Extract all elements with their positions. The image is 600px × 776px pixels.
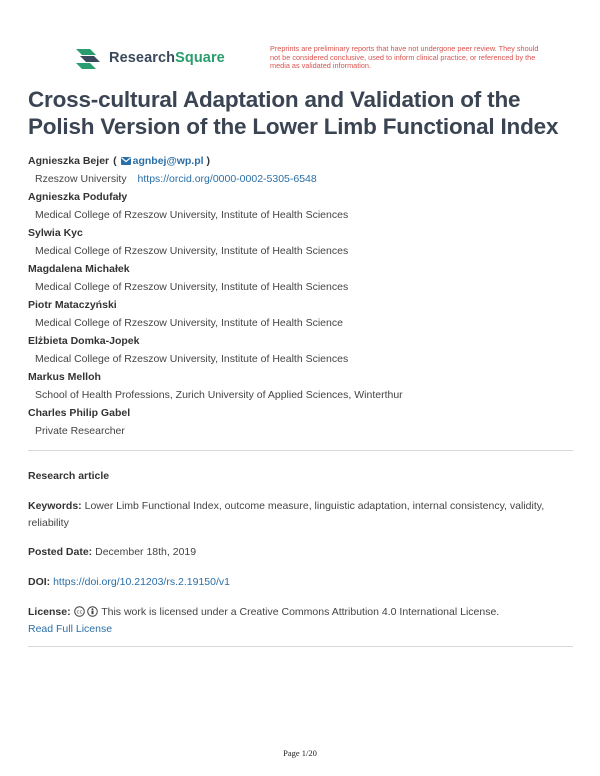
- author-entry: [28, 404, 573, 440]
- page-number: Page 1/20: [283, 748, 317, 758]
- posted-date: [28, 544, 573, 561]
- author-name: [28, 152, 573, 170]
- affiliation-text: Rzeszow University: [35, 173, 127, 185]
- author-name: Agnieszka Podufały: [28, 191, 128, 203]
- author-list: [28, 152, 573, 440]
- doi-link[interactable]: https://doi.org/10.21203/rs.2.19150/v1: [53, 576, 230, 588]
- doi-label: DOI:: [28, 576, 51, 588]
- author-affiliation: School of Health Professions, Zurich University of Applied Sciences, Winterthur: [35, 389, 403, 401]
- research-square-logo[interactable]: [74, 46, 225, 70]
- paren-close: ): [206, 155, 211, 167]
- license: [28, 604, 573, 638]
- author-affiliation: [35, 170, 573, 188]
- author-name: Piotr Mataczyński: [28, 299, 117, 311]
- author-name: Elżbieta Domka-Jopek: [28, 335, 140, 347]
- author-entry: [28, 152, 573, 188]
- license-text: This work is licensed under a Creative Commons Attribution 4.0 International License.: [101, 606, 500, 618]
- author-affiliation: Medical College of Rzeszow University, Institute of Health Science: [35, 317, 343, 329]
- keywords-value: Lower Limb Functional Index, outcome measure, linguistic adaptation, internal consistency, validity, reliability: [28, 500, 545, 529]
- doi: [28, 574, 573, 591]
- author-name-text: Agnieszka Bejer: [28, 155, 110, 167]
- paper-title: Cross-cultural Adaptation and Validation of the Polish Version of the Lower Limb Functional Index: [28, 87, 559, 139]
- author-name: Markus Melloh: [28, 371, 101, 383]
- author-entry: [28, 188, 573, 224]
- logo-text-research: Research: [109, 50, 176, 66]
- logo-text-square: Square: [175, 50, 225, 66]
- author-name: Magdalena Michałek: [28, 263, 130, 275]
- paren-open: (: [113, 155, 117, 167]
- envelope-icon: [121, 157, 131, 165]
- attribution-icon: [87, 606, 98, 617]
- divider: [28, 450, 573, 451]
- keywords-label: Keywords:: [28, 500, 82, 512]
- author-email-text: agnbej@wp.pl: [132, 155, 204, 167]
- author-affiliation: Medical College of Rzeszow University, Institute of Health Sciences: [35, 245, 349, 257]
- read-full-license-link[interactable]: Read Full License: [28, 623, 113, 635]
- license-label: License:: [28, 606, 71, 618]
- author-entry: [28, 368, 573, 404]
- posted-date-value: December 18th, 2019: [95, 546, 197, 558]
- author-affiliation: Private Researcher: [35, 425, 125, 437]
- article-type-text: Research article: [28, 470, 110, 482]
- keywords: [28, 498, 573, 532]
- author-entry: [28, 332, 573, 368]
- author-affiliation: Medical College of Rzeszow University, Institute of Health Sciences: [35, 281, 349, 293]
- author-entry: [28, 260, 573, 296]
- author-name: Sylwia Kyc: [28, 227, 83, 239]
- creative-commons-icon: [74, 606, 85, 617]
- author-entry: [28, 296, 573, 332]
- author-email-link[interactable]: [121, 152, 204, 170]
- article-type: [28, 468, 573, 485]
- posted-date-label: Posted Date:: [28, 546, 93, 558]
- divider: [28, 646, 573, 647]
- research-square-logo-icon: [74, 46, 102, 70]
- author-name: Charles Philip Gabel: [28, 407, 131, 419]
- author-affiliation: Medical College of Rzeszow University, Institute of Health Sciences: [35, 209, 349, 221]
- author-entry: [28, 224, 573, 260]
- logo-wordmark: [109, 50, 225, 66]
- orcid-link[interactable]: https://orcid.org/0000-0002-5305-6548: [137, 173, 317, 185]
- author-affiliation: Medical College of Rzeszow University, Institute of Health Sciences: [35, 353, 349, 365]
- svg-text:cc: cc: [76, 609, 83, 616]
- preprint-notice: Preprints are preliminary reports that have not undergone peer review. They should not be considered conclusive, used to inform clinical practice, or referenced by the media as validated information.: [270, 44, 539, 71]
